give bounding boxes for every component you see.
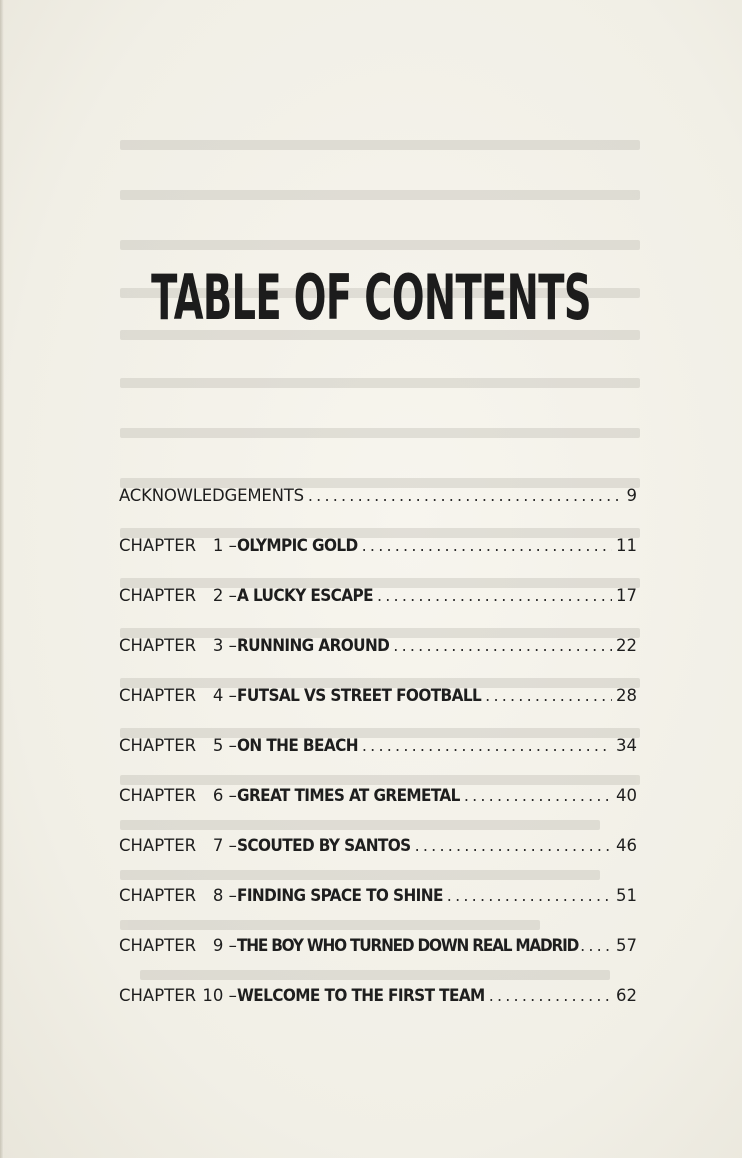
chapter-dash: – [228, 686, 237, 705]
chapter-dash: – [228, 736, 237, 755]
chapter-dash: – [228, 786, 237, 805]
chapter-title: WELCOME TO THE FIRST TEAM [237, 986, 485, 1006]
chapter-dash: – [228, 636, 237, 655]
chapter-prefix: CHAPTER [119, 736, 197, 755]
chapter-dash: – [228, 836, 237, 855]
chapter-label [119, 786, 237, 805]
chapter-number: 1 [212, 536, 224, 555]
chapter-label [119, 686, 237, 705]
leader-dots [447, 886, 612, 905]
leader-dots [489, 986, 612, 1005]
toc-page-number: 34 [616, 736, 637, 755]
chapter-number: 6 [212, 786, 224, 805]
chapter-number: 5 [212, 736, 224, 755]
toc-entry-chapter-1[interactable] [119, 536, 637, 586]
leader-dots [362, 736, 612, 755]
toc-entry-chapter-2[interactable] [119, 586, 637, 636]
chapter-title: A LUCKY ESCAPE [237, 586, 373, 606]
chapter-label [119, 886, 237, 905]
chapter-number: 7 [212, 836, 224, 855]
chapter-prefix: CHAPTER [119, 986, 197, 1005]
leader-dots [308, 486, 623, 505]
chapter-number: 4 [212, 686, 224, 705]
chapter-title: OLYMPIC GOLD [237, 536, 358, 556]
toc-page-number: 51 [616, 886, 637, 905]
leader-dots [377, 586, 612, 605]
toc-entry-chapter-7[interactable] [119, 836, 637, 886]
leader-dots [464, 786, 612, 805]
toc-entry-chapter-6[interactable] [119, 786, 637, 836]
toc-entry-chapter-8[interactable] [119, 886, 637, 936]
toc-entry-chapter-3[interactable] [119, 636, 637, 686]
chapter-label [119, 736, 237, 755]
chapter-label [119, 986, 237, 1005]
leader-dots [415, 836, 612, 855]
chapter-dash: – [228, 886, 237, 905]
leader-dots [485, 686, 612, 705]
chapter-title: GREAT TIMES AT GREMETAL [237, 786, 460, 806]
chapter-label [119, 636, 237, 655]
chapter-dash: – [228, 936, 237, 955]
chapter-label [119, 536, 237, 555]
toc-page-number: 17 [616, 586, 637, 605]
chapter-prefix: CHAPTER [119, 536, 197, 555]
toc-page-number: 9 [626, 486, 637, 505]
chapter-prefix: CHAPTER [119, 836, 197, 855]
table-of-contents [119, 486, 637, 1036]
toc-entry-chapter-9[interactable] [119, 936, 637, 986]
toc-entry-label: ACKNOWLEDGEMENTS [119, 486, 304, 505]
toc-page-number: 11 [616, 536, 637, 555]
chapter-dash: – [228, 586, 237, 605]
page-edge-shadow [0, 0, 4, 1158]
toc-entry-chapter-5[interactable] [119, 736, 637, 786]
chapter-number: 8 [212, 886, 224, 905]
toc-page-number: 22 [616, 636, 637, 655]
toc-page-number: 46 [616, 836, 637, 855]
chapter-number: 3 [212, 636, 224, 655]
chapter-prefix: CHAPTER [119, 936, 197, 955]
toc-entry-chapter-10[interactable] [119, 986, 637, 1036]
leader-dots [362, 536, 612, 555]
chapter-title: FUTSAL VS STREET FOOTBALL [237, 686, 482, 706]
page-title: TABLE OF CONTENTS [151, 261, 591, 334]
chapter-prefix: CHAPTER [119, 786, 197, 805]
toc-page-number: 28 [616, 686, 637, 705]
chapter-title: SCOUTED BY SANTOS [237, 836, 411, 856]
chapter-number: 9 [212, 936, 224, 955]
leader-dots [580, 936, 614, 955]
toc-entry-acknowledgements[interactable] [119, 486, 637, 536]
chapter-number: 2 [212, 586, 224, 605]
chapter-label [119, 836, 237, 855]
chapter-label [119, 936, 237, 955]
chapter-title: FINDING SPACE TO SHINE [237, 886, 443, 906]
chapter-label [119, 586, 237, 605]
chapter-prefix: CHAPTER [119, 636, 197, 655]
chapter-prefix: CHAPTER [119, 586, 197, 605]
chapter-prefix: CHAPTER [119, 886, 197, 905]
leader-dots [393, 636, 612, 655]
toc-page-number: 40 [616, 786, 637, 805]
chapter-number: 10 [202, 986, 224, 1005]
chapter-title: THE BOY WHO TURNED DOWN REAL MADRID [237, 936, 579, 956]
chapter-dash: – [228, 536, 237, 555]
chapter-dash: – [228, 986, 237, 1005]
toc-page-number: 57 [616, 936, 637, 955]
chapter-title: ON THE BEACH [237, 736, 358, 756]
chapter-prefix: CHAPTER [119, 686, 197, 705]
toc-entry-chapter-4[interactable] [119, 686, 637, 736]
toc-page-number: 62 [616, 986, 637, 1005]
chapter-title: RUNNING AROUND [237, 636, 390, 656]
